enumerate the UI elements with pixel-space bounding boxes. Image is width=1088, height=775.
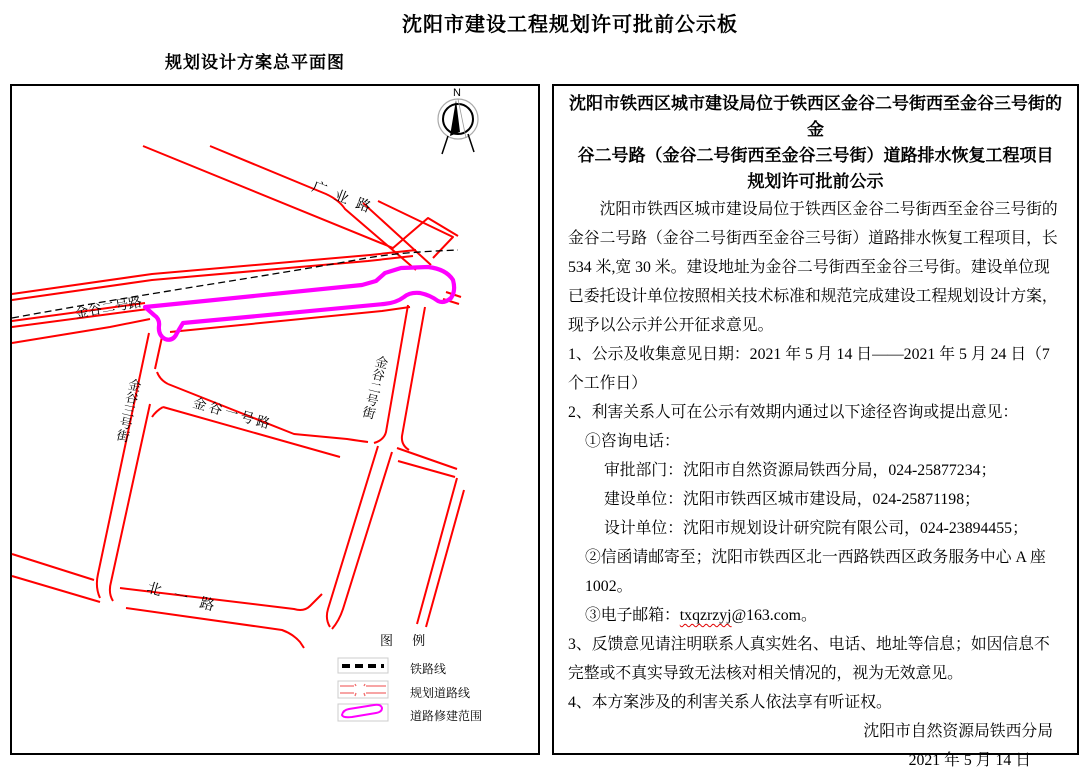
compass-n-label: N (453, 87, 461, 99)
email-label: ③电子邮箱： (585, 607, 680, 624)
notice-sub-1-phone-heading: ①咨询电话： (585, 433, 680, 450)
notice-text-panel (552, 84, 1079, 769)
notice-phone-design: 设计单位：沈阳市规划设计研究院有限公司，024-23894455； (604, 520, 1028, 537)
legend-road-box (338, 681, 388, 698)
notice-sub-2-mail-address: ②信函请邮寄至；沈阳市铁西区北一西路铁西区政务服务中心 A 座 1002。 (585, 549, 1046, 595)
email-domain: @163.com (731, 607, 801, 624)
road-label-guangye: 广业路 (309, 179, 382, 220)
notice-sub-3-email-line (568, 601, 1063, 630)
notice-item-4: 4、本方案涉及的利害关系人依法享有听证权。 (568, 694, 892, 711)
road-label-jingu2-road: 金谷二号路 (73, 294, 143, 321)
legend-label-repair-zone: 道路修建范围 (410, 709, 483, 723)
legend-icons (338, 658, 388, 721)
road-label-jingu3-street: 金谷三号街 (113, 376, 143, 444)
map-subtitle: 规划设计方案总平面图 (165, 53, 345, 72)
site-plan-map-panel (10, 84, 540, 755)
planned-road-lines (12, 146, 464, 648)
road-repair-zone-outline (145, 267, 454, 340)
notice-item-2: 2、利害关系人可在公示有效期内通过以下途径咨询或提出意见： (568, 404, 1019, 421)
notice-item-1: 1、公示及收集意见日期：2021 年 5 月 14 日——2021 年 5 月 24 日（7 个工作日） (568, 346, 1050, 392)
legend-label-planned-road: 规划道路线 (410, 686, 471, 700)
road-label-beiyi: 北一路 (144, 580, 229, 619)
notice-item-3: 3、反馈意见请注明联系人真实姓名、电话、地址等信息；如因信息不完整或不真实导致无法核对相关情况的，视为无效意见。 (568, 636, 1050, 682)
page-title: 沈阳市建设工程规划许可批前公示板 (402, 14, 738, 36)
road-label-jingu2-street: 金谷二号街 (359, 353, 390, 421)
notice-date: 2021 年 5 月 14 日 (908, 752, 1031, 769)
notice-heading-line-1: 沈阳市铁西区城市建设局位于铁西区金谷二号街西至金谷三号街的金 (569, 94, 1062, 139)
email-user: txqzrzyj (679, 607, 732, 624)
legend-label-railway: 铁路线 (410, 662, 447, 676)
road-label-jingu1-road: 金谷一号路 (191, 395, 275, 433)
email-period: 。 (800, 607, 817, 624)
compass-north-arrow (438, 99, 478, 154)
notice-phone-approval: 审批部门：沈阳市自然资源局铁西分局，024-25877234； (604, 462, 997, 479)
notice-heading-line-3: 规划许可批前公示 (747, 172, 884, 191)
site-plan-drawing (12, 86, 538, 753)
notice-intro-paragraph: 沈阳市铁西区城市建设局位于铁西区金谷二号街西至金谷三号街的金谷二号路（金谷二号街西至金谷三号街）道路排水恢复工程项目，长 534 米,宽 30 米。建设地址为金谷二号街西至金谷三号街。建设单位现已委托设计单位按照相关技术标准和规范完成建设工程规划设计方案，现予以公示并公开征求意见。 (568, 201, 1058, 334)
notice-signature: 沈阳市自然资源局铁西分局 (863, 723, 1053, 740)
notice-heading-line-2: 谷二号路（金谷二号街西至金谷三号街）道路排水恢复工程项目 (577, 146, 1054, 165)
notice-phone-construction: 建设单位：沈阳市铁西区城市建设局，024-25871198； (604, 491, 980, 508)
legend-title: 图 例 (380, 633, 434, 648)
